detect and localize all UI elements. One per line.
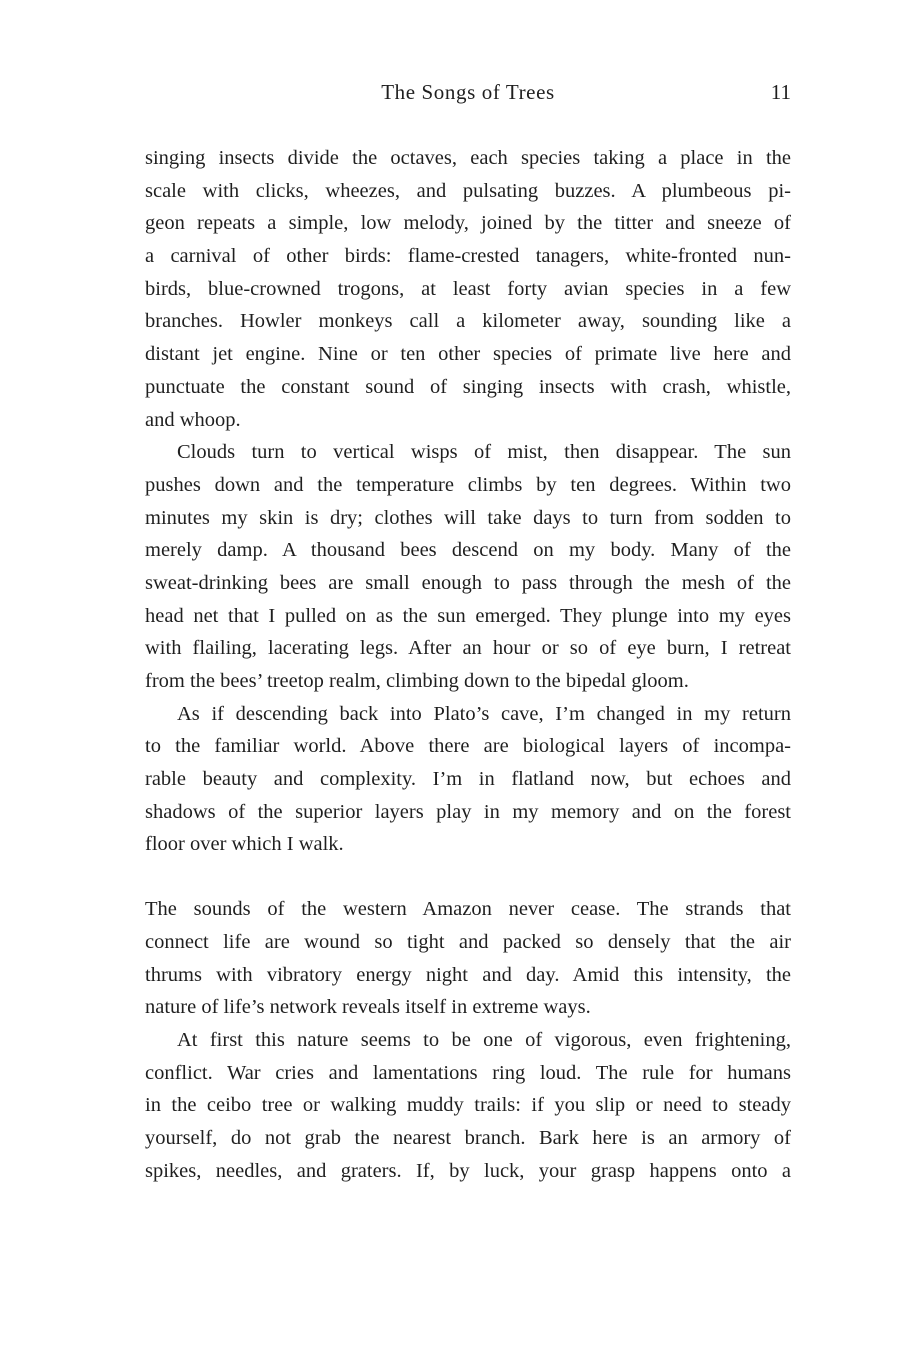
paragraph <box>145 893 791 1024</box>
text-line: merely damp. A thousand bees descend on my body. Many of the <box>145 539 791 562</box>
text-line: pushes down and the temperature climbs by ten degrees. Within two <box>145 473 791 496</box>
text-line: Clouds turn to vertical wisps of mist, then disappear. The sun <box>177 441 791 464</box>
paragraph <box>145 1024 791 1187</box>
text-line: spikes, needles, and graters. If, by luck, your grasp happens onto a <box>145 1159 791 1182</box>
running-title: The Songs of Trees <box>381 80 555 104</box>
text-line: The sounds of the western Amazon never cease. The strands that <box>145 898 791 921</box>
text-line: minutes my skin is dry; clothes will take days to turn from sodden to <box>145 506 791 529</box>
paragraph <box>145 142 791 436</box>
text-line: branches. Howler monkeys call a kilometer away, sounding like a <box>145 310 791 333</box>
text-line: floor over which I walk. <box>145 833 344 856</box>
section-break <box>145 861 791 893</box>
text-line: from the bees’ treetop realm, climbing down to the bipedal gloom. <box>145 670 689 692</box>
text-line: nature of life’s network reveals itself in extreme ways. <box>145 996 591 1019</box>
text-line: and whoop. <box>145 408 241 431</box>
text-line: distant jet engine. Nine or ten other species of primate live here and <box>145 343 791 366</box>
text-line: rable beauty and complexity. I’m in flatland now, but echoes and <box>145 768 791 791</box>
text-line: geon repeats a simple, low melody, joined by the titter and sneeze of <box>145 212 791 235</box>
body-text <box>145 142 791 1187</box>
text-line: with flailing, lacerating legs. After an hour or so of eye burn, I retreat <box>145 637 791 660</box>
text-line: singing insects divide the octaves, each species taking a place in the <box>145 147 791 169</box>
paragraph <box>145 698 791 861</box>
text-line: At first this nature seems to be one of vigorous, even frightening, <box>177 1028 791 1051</box>
text-line: As if descending back into Plato’s cave, I’m changed in my return <box>177 702 791 725</box>
text-line: connect life are wound so tight and packed so densely that the air <box>145 930 791 953</box>
running-header <box>145 78 791 108</box>
text-line: in the ceibo tree or walking muddy trails: if you slip or need to steady <box>145 1094 791 1117</box>
text-line: scale with clicks, wheezes, and pulsating buzzes. A plumbeous pi- <box>145 179 791 202</box>
text-line: sweat-drinking bees are small enough to pass through the mesh of the <box>145 571 791 594</box>
text-line: shadows of the superior layers play in my memory and on the forest <box>145 800 791 823</box>
text-line: birds, blue-crowned trogons, at least forty avian species in a few <box>145 277 791 300</box>
text-line: punctuate the constant sound of singing insects with crash, whistle, <box>145 375 791 398</box>
paragraph <box>145 436 791 698</box>
page-number: 11 <box>770 80 791 104</box>
text-line: yourself, do not grab the nearest branch. Bark here is an armory of <box>145 1126 791 1149</box>
text-line: conflict. War cries and lamentations ring loud. The rule for humans <box>145 1061 791 1084</box>
text-line: head net that I pulled on as the sun emerged. They plunge into my eyes <box>145 604 791 627</box>
text-line: thrums with vibratory energy night and day. Amid this intensity, the <box>145 963 791 986</box>
text-line: a carnival of other birds: flame-crested tanagers, white-fronted nun- <box>145 245 791 268</box>
text-line: to the familiar world. Above there are biological layers of incompa- <box>145 735 791 758</box>
